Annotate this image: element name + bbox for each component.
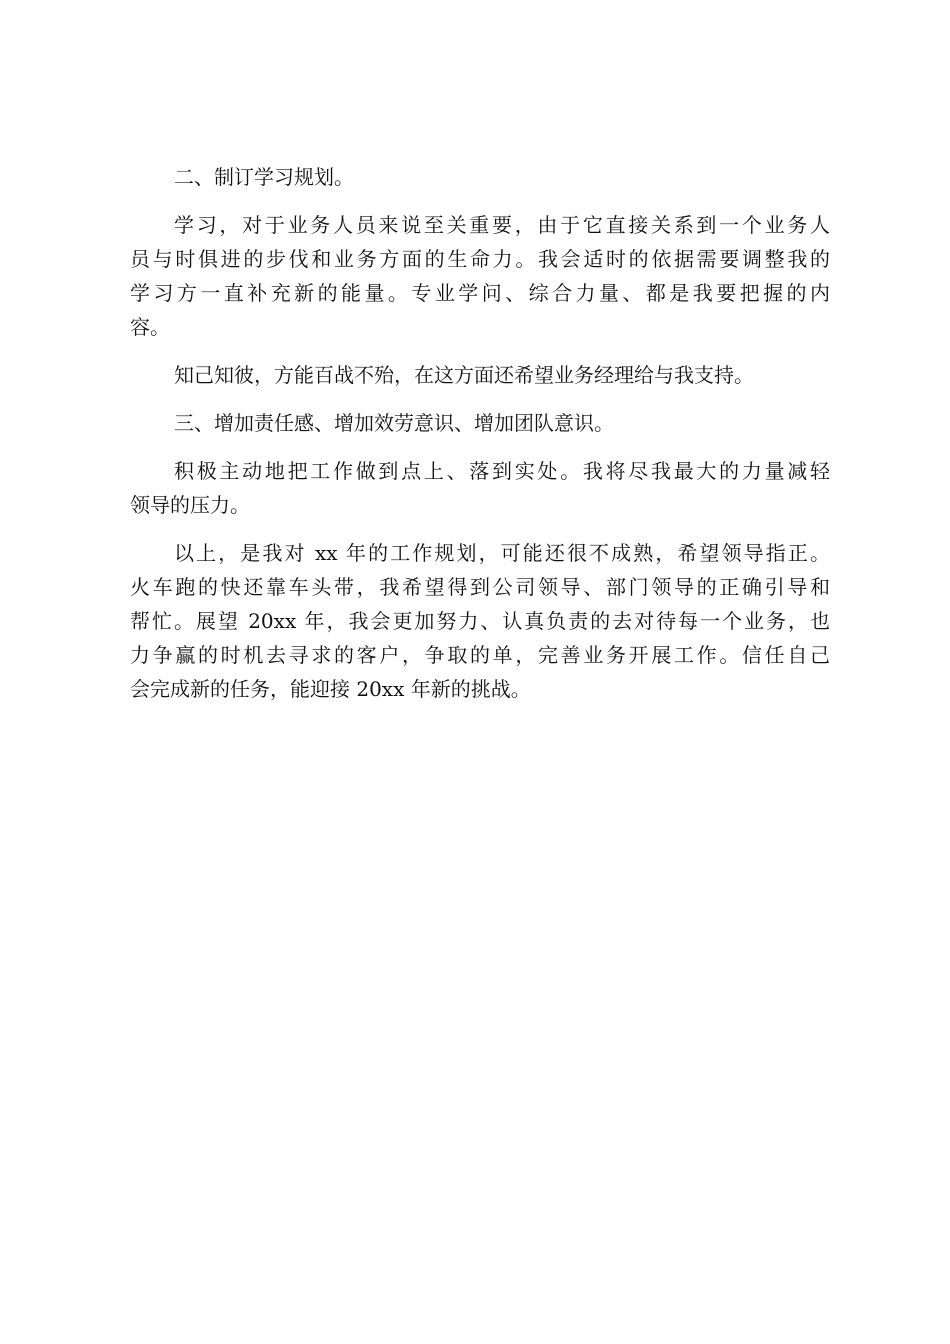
paragraph-conclusion [130, 536, 830, 706]
document-page [130, 160, 830, 706]
text-line: 知己知彼，方能百战不殆，在这方面还希望业务经理给与我支持。 [174, 363, 754, 387]
heading-responsibility [130, 406, 830, 440]
text-line: 会完成新的任务，能迎接 20xx 年新的挑战。 [130, 677, 531, 701]
paragraph-know-yourself [130, 358, 830, 392]
text-line: 以上，是我对 xx 年的工作规划，可能还很不成熟，希望领导指正。 [174, 541, 830, 565]
text-line: 积极主动地把工作做到点上、落到实处。我将尽我最大的力量减轻 [174, 459, 830, 483]
text-line: 领导的压力。 [130, 493, 250, 517]
text-line: 力争赢的时机去寻求的客户，争取的单，完善业务开展工作。信任自己 [130, 643, 830, 667]
text-line: 帮忙。展望 20xx 年，我会更加努力、认真负责的去对待每一个业务，也 [130, 609, 830, 633]
text-line: 二、制订学习规划。 [174, 165, 354, 189]
text-line: 员与时俱进的步伐和业务方面的生命力。我会适时的依据需要调整我的 [130, 247, 830, 271]
text-line: 火车跑的快还靠车头带，我希望得到公司领导、部门领导的正确引导和 [130, 575, 830, 599]
text-line: 学习方一直补充新的能量。专业学问、综合力量、都是我要把握的内 [130, 281, 830, 305]
paragraph-initiative [130, 454, 830, 522]
heading-study-plan [130, 160, 830, 194]
paragraph-study [130, 208, 830, 344]
text-line: 容。 [130, 315, 170, 339]
text-line: 学习，对于业务人员来说至关重要，由于它直接关系到一个业务人 [174, 213, 830, 237]
text-line: 三、增加责任感、增加效劳意识、增加团队意识。 [174, 411, 614, 435]
